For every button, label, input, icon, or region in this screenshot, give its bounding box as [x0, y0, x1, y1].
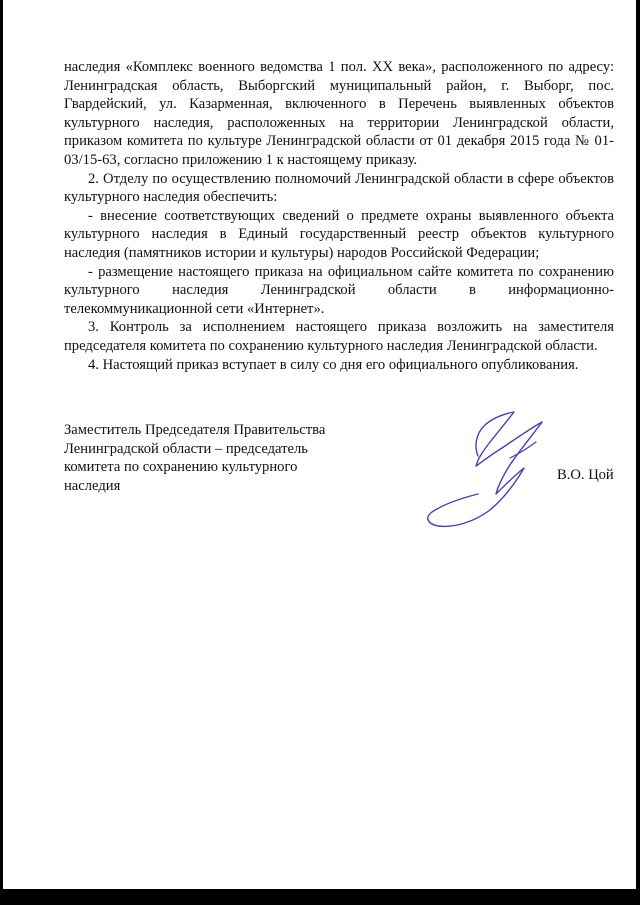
- signatory-name: В.О. Цой: [557, 467, 614, 483]
- signatory-title-line: Ленинградской области – председатель: [64, 440, 308, 457]
- paragraph-subitem-publication: - размещение настоящего приказа на официальном сайте комитета по сохранению культурного наследия Ленинградской области в информационно-телекоммуникационной сети «Интернет».: [64, 263, 614, 317]
- signature-stroke: [510, 442, 536, 458]
- handwritten-signature: [418, 408, 558, 533]
- paragraph-item-3: 3. Контроль за исполнением настоящего приказа возложить на заместителя председателя комитета по сохранению культурного наследия Ленинградской области.: [64, 319, 614, 354]
- signatory-title-line: комитета по сохранению культурного: [64, 459, 298, 476]
- signatory-title-line: наследия: [64, 477, 121, 494]
- scan-edge-bottom: [0, 889, 640, 905]
- signature-stroke: [476, 412, 542, 466]
- scan-edge-right: [636, 0, 640, 905]
- paragraph-subitem-registry: - внесение соответствующих сведений о предмете охраны выявленного объекта культурного наследия в Единый государственный реестр объектов культурного наследия (памятников истории и культуры) народов Российской Федерации;: [64, 207, 614, 261]
- document-body: [64, 58, 614, 374]
- signatory-title-line: Заместитель Председателя Правительства: [64, 422, 326, 438]
- paragraph-item-2: 2. Отделу по осуществлению полномочий Ленинградской области в сфере объектов культурного наследия обеспечить:: [64, 170, 614, 206]
- signature-stroke: [428, 422, 542, 526]
- scan-edge-left: [0, 0, 3, 905]
- signatory-title: [64, 421, 364, 495]
- paragraph-item-4: 4. Настоящий приказ вступает в силу со дня его официального опубликования.: [88, 356, 579, 373]
- paragraph-continuation: наследия «Комплекс военного ведомства 1 пол. XX века», расположенного по адресу: Ленинградская область, Выборгский муниципальный район, г. Выборг, пос. Гвардейский, ул. Казарменная, включенного в Перечень выявленных объектов культурного наследия, расположенных на территории Ленинградской области, приказом комитета по культуре Ленинградской области от 01 декабря 2015 года № 01-03/15-63, согласно приложению 1 к настоящему приказу.: [64, 59, 614, 168]
